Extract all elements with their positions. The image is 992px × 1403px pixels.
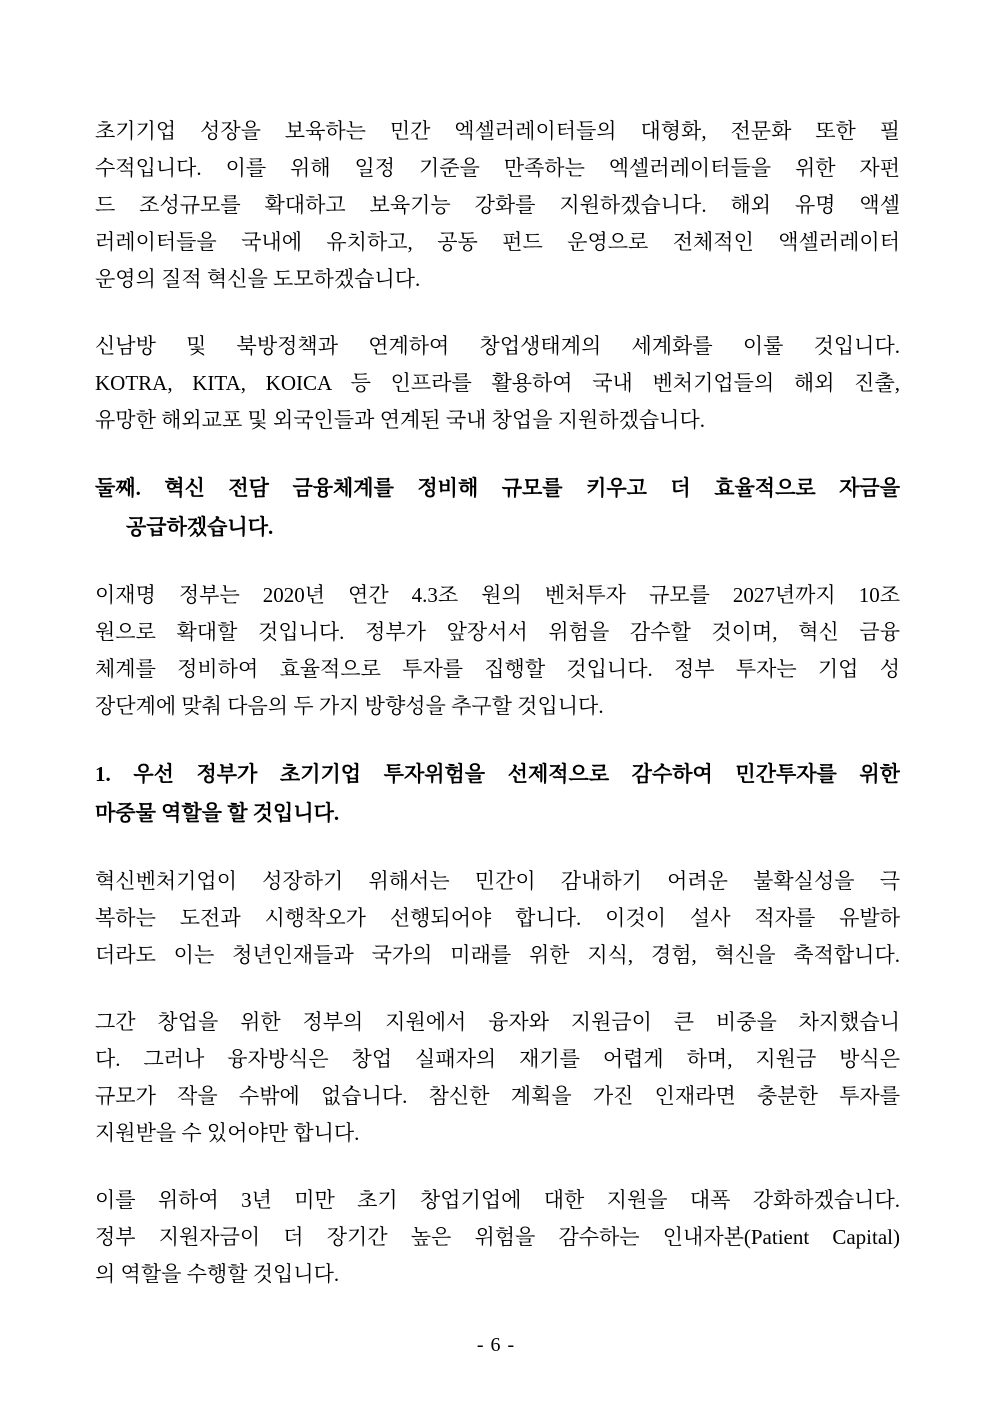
text-line: 이를 위하여 3년 미만 초기 창업기업에 대한 지원을 대폭 강화하겠습니다. [95,1188,900,1212]
heading-line: 둘째. 혁신 전담 금융체계를 정비해 규모를 키우고 더 효율적으로 자금을 [95,476,900,500]
text-line: 이재명 정부는 2020년 연간 4.3조 원의 벤처투자 규모를 2027년까지 10조 [95,583,900,607]
text-line: 수적입니다. 이를 위해 일정 기준을 만족하는 엑셀러레이터들을 위한 자펀 [95,156,900,180]
paragraph-accelerator-support [95,113,900,298]
text-line: 체계를 정비하여 효율적으로 투자를 집행할 것입니다. 정부 투자는 기업 성 [95,657,900,681]
text-line: 원으로 확대할 것입니다. 정부가 앞장서서 위험을 감수할 것이며, 혁신 금융 [95,620,900,644]
paragraph-uncertainty-challenge [95,863,900,974]
text-line: 신남방 및 북방정책과 연계하여 창업생태계의 세계화를 이룰 것입니다. [95,334,900,358]
text-line: 혁신벤처기업이 성장하기 위해서는 민간이 감내하기 어려운 불확실성을 극 [95,869,900,893]
heading-line: 공급하겠습니다. [126,515,274,539]
text-line: 다. 그러나 융자방식은 창업 실패자의 재기를 어렵게 하며, 지원금 방식은 [95,1047,900,1071]
text-line: 정부 지원자금이 더 장기간 높은 위험을 감수하는 인내자본(Patient Capital) [95,1225,900,1249]
paragraph-loans-vs-grants [95,1004,900,1152]
text-line: 유망한 해외교포 및 외국인들과 연계된 국내 창업을 지원하겠습니다. [95,408,706,432]
heading-line: 마중물 역할을 할 것입니다. [95,801,340,825]
text-line: 초기기업 성장을 보육하는 민간 엑셀러레이터들의 대형화, 전문화 또한 필 [95,119,900,143]
text-line: 그간 창업을 위한 정부의 지원에서 융자와 지원금이 큰 비중을 차지했습니 [95,1010,900,1034]
paragraph-patient-capital [95,1182,900,1293]
text-line: 지원받을 수 있어야만 합니다. [95,1121,360,1145]
text-line: 드 조성규모를 확대하고 보육기능 강화를 지원하겠습니다. 해외 유명 액셀 [95,193,900,217]
text-line: 규모가 작을 수밖에 없습니다. 참신한 계획을 가진 인재라면 충분한 투자를 [95,1084,900,1108]
text-line: 의 역할을 수행할 것입니다. [95,1262,340,1286]
text-line: 러레이터들을 국내에 유치하고, 공동 펀드 운영으로 전체적인 액셀러레이터 [95,230,900,254]
text-line: 운영의 질적 혁신을 도모하겠습니다. [95,267,421,291]
document-body [95,113,900,1323]
paragraph-global-startup-ecosystem [95,328,900,439]
page-number: - 6 - [476,1334,516,1356]
text-line: 더라도 이는 청년인재들과 국가의 미래를 위한 지식, 경험, 혁신을 축적합니다. [95,943,900,967]
text-line: 장단계에 맞춰 다음의 두 가지 방향성을 추구할 것입니다. [95,694,604,718]
heading-line: 1. 우선 정부가 초기기업 투자위험을 선제적으로 감수하여 민간투자를 위한 [95,762,900,786]
text-line: KOTRA, KITA, KOICA 등 인프라를 활용하여 국내 벤처기업들의 해외 진출, [95,371,900,395]
text-line: 복하는 도전과 시행착오가 선행되어야 합니다. 이것이 설사 적자를 유발하 [95,906,900,930]
paragraph-venture-investment-scale [95,577,900,725]
heading-point-1-pump-priming [95,755,900,833]
heading-second-pledge [95,469,900,547]
